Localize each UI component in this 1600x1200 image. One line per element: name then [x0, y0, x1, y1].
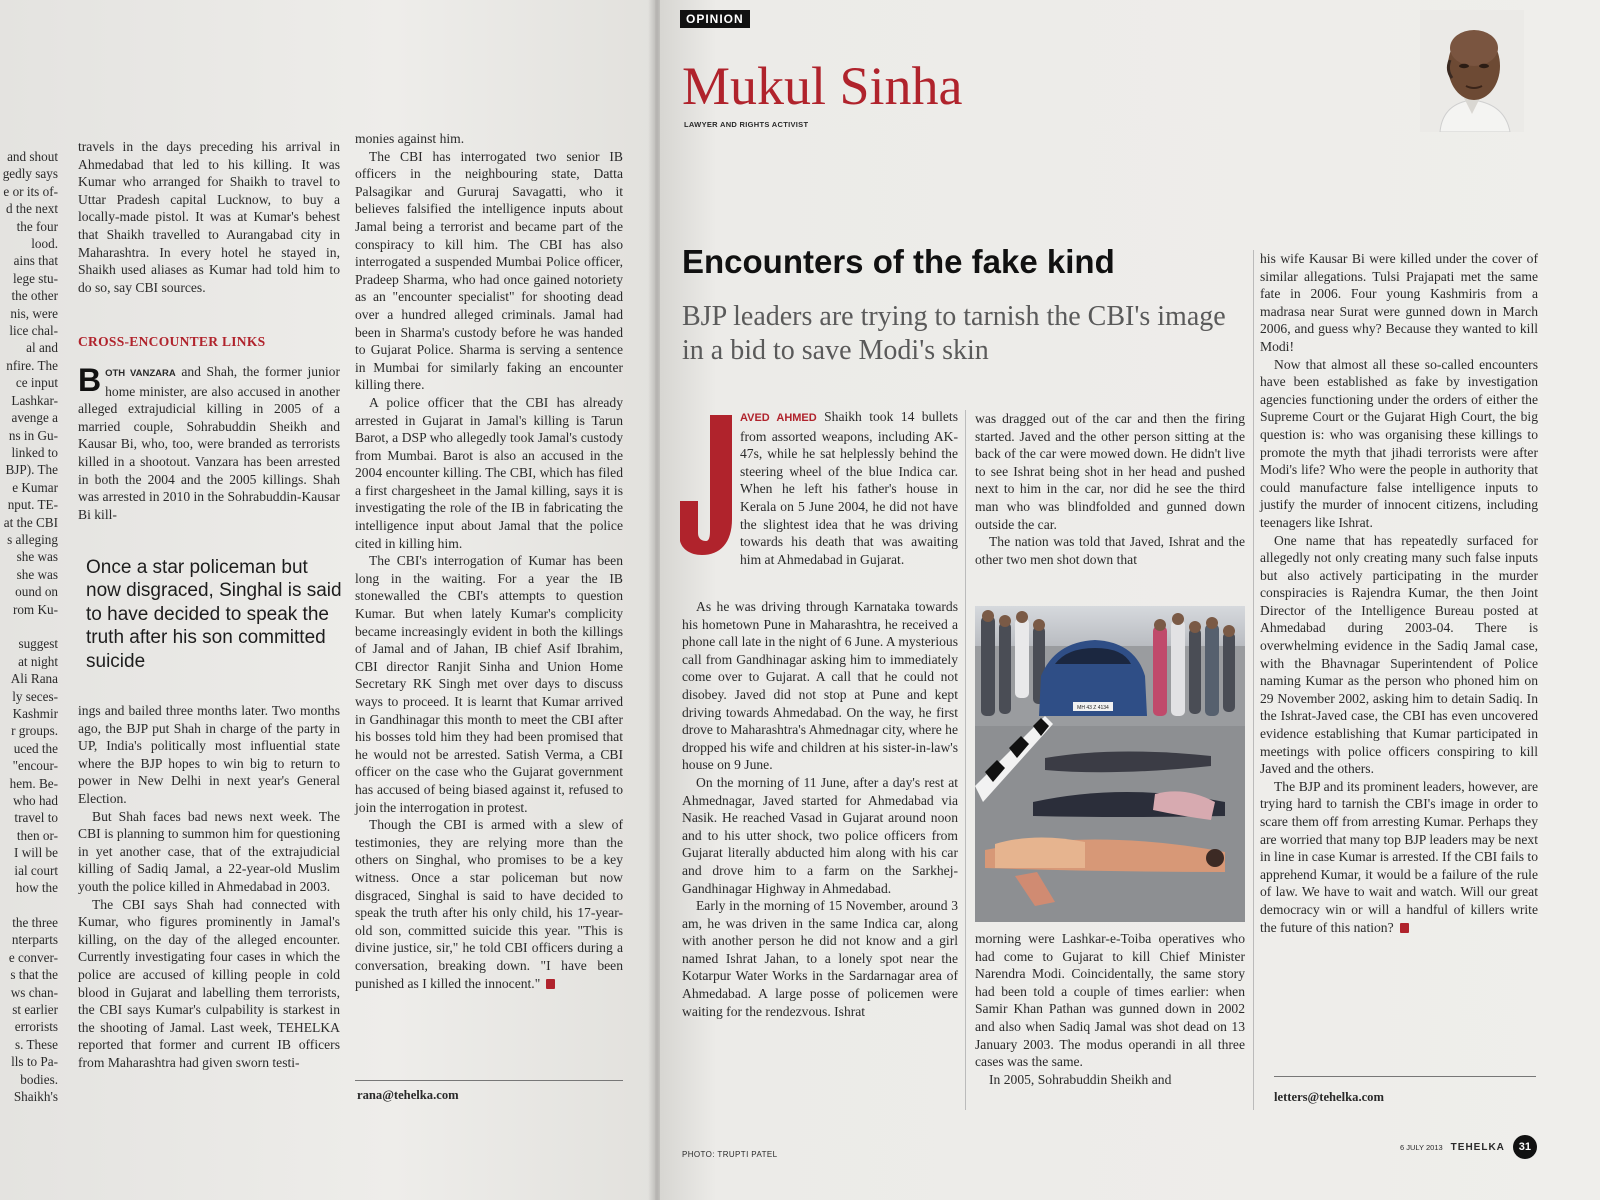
fragment-line: nis, were	[10, 305, 58, 321]
fragment-line: and shout	[7, 149, 58, 164]
left-col2	[355, 130, 623, 992]
paragraph: travels in the days preceding his arrival in Ahmedabad that led to his killing. It was Kumar who arranged for Shaikh to travel to Uttar Pradesh capital Lucknow, to buy a locally-made pistol. It was at Kumar's behest that Shaikh travelled to Aurangabad city in Maharashtra. In every hotel he stayed in, Shaikh used aliases as Kumar had told him to do so, say CBI sources.	[78, 139, 340, 295]
fragment-line: ns in Gu-	[8, 427, 58, 443]
paragraph: ings and bailed three months later. Two months ago, the BJP put Shah in charge of the party in UP, India's politically most influential state where the BJP hopes to win big to return to power in New Delhi in next year's General Election.	[78, 703, 340, 806]
fragment-line: how the	[15, 880, 58, 896]
paragraph: The CBI has interrogated two senior IB officers in the neighbouring state, Datta Palsagikar and Gururaj Savagatti, who it believes falsified the intelligence inputs about Jamal being a terrorist and became part of the conspiracy to kill him. The CBI has also interrogated a suspended Mumbai Police officer, Pradeep Sharma, who had once gained notoriety as an "encounter specialist" for shooting dead over a hundred alleged criminals. Jamal had been in Sharma's custody before he was handed to Gujarat Police. Sharma is serving a sentence in Mumbai for similarly faking an encounter killing there.	[355, 148, 623, 393]
paragraph: The CBI says Shah had connected with Kumar, who figures prominently in Jamal's killing, on the day of the alleged encounter. Currently investigating four cases in which the police are accused of killing people in cold blood in Gujarat and labelling them terrorists, the CBI says Kumar's culpability is starkest in the shooting of Jamal. Last week, TEHELKA reported that former and current IB officers from Maharashtra had given sworn testi-	[78, 896, 340, 1070]
left-col1-top	[78, 138, 340, 296]
fragment-line: then or-	[16, 827, 58, 843]
paragraph: monies against him.	[355, 131, 465, 146]
fragment-line: ound on	[15, 584, 58, 600]
fragment-line: gedly says	[2, 166, 58, 182]
left-col1-mid	[78, 363, 340, 523]
fragment-line: the other	[11, 288, 58, 304]
author-portrait	[1420, 10, 1524, 132]
fragment-line: ws chan-	[10, 984, 58, 1000]
fragment-line: she was	[16, 549, 58, 565]
fragment-line: bodies.	[20, 1071, 58, 1087]
paragraph: morning were Lashkar-e-Toiba operatives who had come to Gujarat to kill Chief Minister Narendra Modi. Coincidentally, the same story had been told a couple of times earlier: when Samir Khan Pathan was gunned down in 2002 and also when Sadiq Jamal was shot dead on 13 January 2003. The modus operandi in all three cases was the same.	[975, 931, 1245, 1070]
author-email[interactable]: rana@tehelka.com	[357, 1088, 459, 1102]
paragraph-text: Though the CBI is armed with a slew of testimonies, they are relying more than the others on Singhal, who promises to be a key witness. Once a star policeman but now disgraced, Singhal is said to have decided to speak the truth after his only child, his 17-year-old son, committed suicide this year. "This is divine justice, sir," he told CBI officers during a conversation, breaking down. "I have been punished as I killed the innocent."	[355, 817, 623, 991]
end-mark-icon	[546, 979, 555, 989]
license-plate: MH 43 Z 4134	[1077, 705, 1109, 711]
paragraph: In 2005, Sohrabuddin Sheikh and	[989, 1071, 1172, 1087]
fragment-line: ce input	[15, 375, 58, 391]
fragment-line: hem. Be-	[9, 775, 58, 791]
fragment-line: r groups.	[11, 723, 58, 739]
fragment-line: st earlier	[12, 1001, 58, 1017]
end-mark-icon	[1400, 923, 1409, 933]
paragraph	[1260, 778, 1538, 936]
fragment-line: nput. TE-	[7, 497, 58, 513]
paragraph: But Shah faces bad news next week. The CBI is planning to summon him for questioning in yet another case, that of the extrajudicial killing of Sadiq Jamal, a 22-year-old Muslim youth the police killed in Ahmedabad in 2003.	[78, 808, 340, 894]
fragment-line: ly seces-	[12, 688, 58, 704]
left-page	[0, 0, 655, 1200]
fragment-line: e conver-	[8, 949, 58, 965]
fragment-line: BJP). The	[5, 462, 58, 478]
paragraph: his wife Kausar Bi were killed under the cover of similar allegations. Tulsi Prajapati met the same fate in 2006. Four young Kashmiris from a madrasa near Surat were gunned down in March 2006, and guess why? Because they wanted to kill Modi!	[1260, 251, 1538, 354]
fragment-line: who had	[12, 793, 58, 809]
subhead: CROSS-ENCOUNTER LINKS	[78, 334, 266, 349]
column-divider	[1253, 250, 1254, 1110]
fragment-line: at night	[18, 653, 58, 669]
headline: Encounters of the fake kind	[682, 243, 1115, 280]
right-col2-top	[975, 410, 1245, 568]
fragment-line: at the CBI	[3, 514, 58, 530]
fragment-line: the four	[16, 218, 58, 234]
divider	[1274, 1076, 1536, 1077]
right-col2-bottom	[975, 930, 1245, 1088]
fragment-line	[0, 618, 58, 635]
paragraph: As he was driving through Karnataka towards his hometown Pune in Maharashtra, he received a phone call late in the night of 6 June. A mysterious call from Gandhinagar asking him to immediately come over to Gujarat. A call that he could not disobey. Javed did not stop at Pune and kept driving towards Ahmedabad. On the way, he first drove to Maharashtra's Ahmednagar city, where he dropped his wife and children at his sister-in-law's house on 9 June.	[682, 599, 958, 773]
fragment-line: lls to Pa-	[11, 1054, 58, 1070]
fragment-line: ial court	[14, 862, 58, 878]
paragraph: Now that almost all these so-called encounters have been established as fake by investigation agencies functioning under the orders of either the Supreme Court or the Gujarat High Court, the big question is: who was organising these killings to promote the myth that jihadi terrorists were after Modi's life? Who were the people in authority that could manufacture false intelligence inputs to justify the murder of innocent citizens, including teenagers like Ishrat.	[1260, 356, 1538, 530]
fragment-line: al and	[26, 340, 58, 356]
fragment-line: lege stu-	[12, 270, 58, 286]
page-number: 31	[1513, 1135, 1537, 1159]
encounter-scene-photo	[975, 606, 1245, 922]
fragment-line: I will be	[14, 845, 58, 861]
previous-column-fragment	[0, 148, 58, 1105]
fragment-line: travel to	[14, 810, 58, 826]
column-divider	[965, 410, 966, 1110]
fragment-line: avenge a	[11, 410, 58, 426]
fragment-line: errorists	[14, 1019, 58, 1035]
section-tag: OPINION	[680, 10, 750, 28]
photo-credit: PHOTO: TRUPTI PATEL	[682, 1150, 778, 1159]
right-page	[660, 0, 1600, 1200]
right-col1-cont	[682, 598, 958, 1020]
fragment-line: uced the	[13, 740, 58, 756]
fragment-line: d the next	[5, 201, 58, 217]
left-col1-bottom	[78, 702, 340, 1071]
right-col3	[1260, 250, 1538, 936]
fragment-line: Kashmir	[12, 706, 58, 721]
fragment-line: rom Ku-	[12, 601, 58, 617]
news-photo	[975, 606, 1245, 922]
page-footer	[1400, 1134, 1537, 1160]
dropcap-b: B	[78, 362, 102, 398]
paragraph: and Shah, the former junior home minister, are also accused in another alleged extrajudicial killing in 2005 of a married couple, Sohrabuddin Sheikh and Kausar Bi, who, too, were branded as terrorists killed in a shootout. Vanzara has been arrested in both the 2004 and the 2005 killings. Shah was arrested in 2010 in the Sohrabuddin-Kausar Bi kill-	[78, 364, 340, 522]
fragment-line: she was	[16, 566, 58, 582]
paragraph	[355, 816, 623, 992]
issue-date: 6 JULY 2013	[1400, 1142, 1443, 1152]
paragraph: A police officer that the CBI has already arrested in Gujarat in Jamal's killing is Tarun Barot, a DSP who allegedly took Jamal's custody from Mumbai. Barot is also an accused in the 2004 encounter killing. The CBI, which has filed a first chargesheet in the Jamal killing, says it is investigating the role of the IB in fabricating the intelligence input about Jamal that the police cited in killing him.	[355, 394, 623, 551]
author-role: LAWYER AND RIGHTS ACTIVIST	[684, 120, 809, 129]
divider	[355, 1080, 623, 1081]
fragment-line: s that the	[10, 967, 58, 983]
author-name: Mukul Sinha	[682, 56, 963, 116]
dropcap-j	[680, 415, 738, 555]
paragraph: One name that has repeatedly surfaced for allegedly not only creating many such false inputs but also actively participating in the murder conspiracies is Rajendra Kumar, the then Joint Director of the Intelligence Bureau posted at Ahmedabad during 2003-04. There is overwhelming evidence in the Sadiq Jamal case, with the Bhavnagar Superintendent of Police naming Kumar as the person who phoned him on 29 November 2002, asking him to detain Sadiq. In the Ishrat-Javed case, the CBI has even uncovered evidence establishing that Kumar participated in meetings with police officers conspiring to kill Javed and the others.	[1260, 532, 1538, 777]
right-col1	[740, 408, 958, 568]
portrait-icon	[1420, 10, 1524, 132]
paragraph: Shaikh took 14 bullets from assorted weapons, including AK-47s, while he sat helplessly behind the steering wheel of the blue Indica car. When he left his father's house in Kerala on 5 June 2004, he did not have the slightest idea that he was driving towards his death that was awaiting him at Ahmedabad in Gujarat.	[740, 409, 958, 567]
fragment-line: Lashkar-	[11, 392, 58, 408]
magazine-name: TEHELKA	[1450, 1141, 1505, 1153]
lead-in: OTH VANZARA	[105, 368, 176, 379]
fragment-line	[0, 896, 58, 913]
paragraph: Early in the morning of 15 November, around 3 am, he was driven in the same Indica car, along with another person he did not know and a girl named Ishrat Jahan, to a lonely spot near the Kotarpur Water Works in the Sardarnagar area of Ahmedabad. A large posse of policemen were waiting for the rendezvous. Ishrat	[682, 898, 958, 1019]
letters-email[interactable]: letters@tehelka.com	[1274, 1090, 1384, 1104]
pull-quote: Once a star policeman but now disgraced, Singhal is said to have decided to speak the truth after his son committed suicide	[86, 557, 342, 672]
paragraph-text: The BJP and its prominent leaders, however, are trying hard to tarnish the CBI's image in order to scare them off from arresting Kumar. Perhaps they are worried that many top BJP leaders may be next in line in case Kumar is arrested. If the CBI fails to apprehend Kumar, it would be a failure of the rule of law. We have to wait and watch. Will our great democracy win or will a handful of killers write the future of this nation?	[1260, 778, 1538, 935]
fragment-line: ains that	[13, 253, 58, 269]
fragment-line: suggest	[18, 636, 58, 652]
fragment-line: lice chal-	[9, 323, 58, 339]
fragment-line: linked to	[11, 444, 58, 460]
lead-in: AVED AHMED	[740, 412, 817, 424]
fragment-line: the three	[12, 914, 58, 930]
fragment-line: s. These	[15, 1036, 58, 1052]
paragraph: The CBI's interrogation of Kumar has been long in the waiting. For a year the IB stonewalled the CBI's attempts to question Kumar. But when lately Kumar's complicity became increasingly evident in both the killings of Jamal and of Jahan, IB chief Asif Ibrahim, CBI director Ranjit Sinha and Union Home Secretary RK Singh met over days to discuss ways to proceed. It is learnt that Kumar arrived in Gandhinagar this month to meet the CBI after his bosses told him they had been promised that he would not be arrested. Satish Verma, a CBI officer on the case who the Gujarat government has accused of being biased against it, refused to join the interrogation in protest.	[355, 553, 623, 815]
paragraph: The nation was told that Javed, Ishrat and the other two men shot down that	[975, 534, 1245, 567]
fragment-line: s alleging	[7, 531, 58, 547]
fragment-line: nterparts	[11, 932, 58, 948]
deck: BJP leaders are trying to tarnish the CBI's image in a bid to save Modi's skin	[682, 301, 1226, 366]
fragment-line: Shaikh's	[13, 1088, 58, 1104]
fragment-line: "encour-	[12, 758, 58, 774]
paragraph: On the morning of 11 June, after a day's rest at Ahmednagar, Javed started for Ahmedabad via Nasik. He reached Vasad in Gujarat around noon and to his utter shock, two police officers from Gujarat literally abducted him along with his car and drove him to a farm on the Sarkhej-Gandhinagar Highway in Ahmedabad.	[682, 774, 958, 896]
fragment-line: e or its of-	[3, 183, 58, 199]
fragment-line: Ali Rana	[10, 671, 58, 687]
fragment-line: nfire. The	[6, 357, 58, 373]
fragment-line: lood.	[31, 236, 58, 252]
dropcap-j-icon	[680, 415, 738, 555]
paragraph: was dragged out of the car and then the firing started. Javed and the other person sitting at the back of the car were mowed down. He didn't live to see Ishrat being shot in her head and pushed next to him in the car, nor did he see the third man who was blindfolded and gunned down outside the car.	[975, 411, 1245, 532]
fragment-line: e Kumar	[12, 479, 58, 495]
